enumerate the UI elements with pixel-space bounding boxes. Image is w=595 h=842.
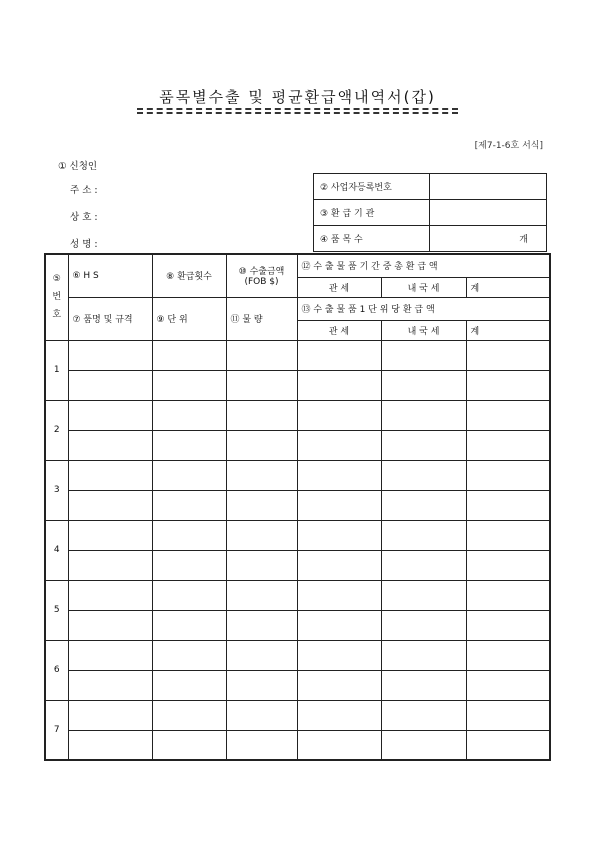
applicant-info-table <box>313 173 547 252</box>
table-row <box>45 370 550 400</box>
entry-cell[interactable] <box>381 430 466 460</box>
biz-reg-label: ② 사업자등록번호 <box>314 174 430 200</box>
entry-cell[interactable] <box>226 730 297 760</box>
entry-cell[interactable] <box>297 610 381 640</box>
table-row <box>45 340 550 370</box>
entry-cell[interactable] <box>466 700 550 730</box>
entry-cell[interactable] <box>68 520 152 550</box>
table-row <box>45 580 550 610</box>
table-row <box>45 430 550 460</box>
table-row <box>45 610 550 640</box>
entry-cell[interactable] <box>226 340 297 370</box>
row-number: 3 <box>45 460 68 520</box>
period-total-header: ⑫ 수 출 물 품 기 간 중 총 환 급 액 <box>297 254 550 277</box>
unit-customs-header: 관 세 <box>297 320 381 340</box>
entry-cell[interactable] <box>226 370 297 400</box>
entry-cell[interactable] <box>381 610 466 640</box>
entry-cell[interactable] <box>68 340 152 370</box>
table-row <box>45 700 550 730</box>
entry-cell[interactable] <box>466 460 550 490</box>
entry-cell[interactable] <box>226 610 297 640</box>
entry-cell[interactable] <box>466 430 550 460</box>
entry-cell[interactable] <box>68 610 152 640</box>
refund-org-field[interactable] <box>430 200 547 226</box>
entry-cell[interactable] <box>297 520 381 550</box>
entry-cell[interactable] <box>381 340 466 370</box>
entry-cell[interactable] <box>68 700 152 730</box>
period-total-col-header: 계 <box>466 277 550 297</box>
title-underline <box>137 108 458 114</box>
export-amount-header <box>226 254 297 297</box>
item-count-label: ④ 품 목 수 <box>314 226 430 252</box>
item-spec-header: ⑦ 품명 및 규격 <box>68 297 152 340</box>
fob-label: (FOB $) <box>244 277 279 288</box>
entry-cell[interactable] <box>226 430 297 460</box>
entry-cell[interactable] <box>466 340 550 370</box>
biz-reg-field[interactable] <box>430 174 547 200</box>
entry-cell[interactable] <box>226 490 297 520</box>
entry-cell[interactable] <box>381 400 466 430</box>
entry-cell[interactable] <box>68 490 152 520</box>
entry-cell[interactable] <box>466 370 550 400</box>
table-row <box>45 550 550 580</box>
item-count-unit: 개 <box>519 235 528 245</box>
entry-cell[interactable] <box>152 460 226 490</box>
period-customs-header: 관 세 <box>297 277 381 297</box>
entry-cell[interactable] <box>297 430 381 460</box>
table-row <box>45 520 550 550</box>
period-domestic-header: 내 국 세 <box>381 277 466 297</box>
no-header <box>45 254 68 340</box>
entry-cell[interactable] <box>466 670 550 700</box>
entry-cell[interactable] <box>68 580 152 610</box>
entry-cell[interactable] <box>226 700 297 730</box>
entry-cell[interactable] <box>381 490 466 520</box>
row-number: 6 <box>45 640 68 700</box>
entry-cell[interactable] <box>68 460 152 490</box>
entry-cell[interactable] <box>381 700 466 730</box>
item-count-field[interactable] <box>430 226 547 252</box>
entry-cell[interactable] <box>152 580 226 610</box>
per-unit-header: ⑬ 수 출 물 품 1 단 위 당 환 급 액 <box>297 297 550 320</box>
entry-cell[interactable] <box>152 730 226 760</box>
no-header-part: 호 <box>52 310 62 321</box>
page-title: 품목별수출 및 평균환급액내역서(갑) <box>159 88 436 106</box>
entry-cell[interactable] <box>152 610 226 640</box>
entry-cell[interactable] <box>466 550 550 580</box>
entry-cell[interactable] <box>152 640 226 670</box>
entry-cell[interactable] <box>466 400 550 430</box>
company-label: 상 호 : <box>70 212 98 223</box>
table-row <box>45 730 550 760</box>
entry-cell[interactable] <box>226 550 297 580</box>
applicant-heading: ① 신청인 <box>58 161 98 172</box>
refund-times-header: ⑧ 환급횟수 <box>152 254 226 297</box>
entry-cell[interactable] <box>381 580 466 610</box>
entry-cell[interactable] <box>466 580 550 610</box>
no-header-part: 번 <box>52 292 62 303</box>
address-label: 주 소 : <box>70 185 98 196</box>
row-number: 7 <box>45 700 68 760</box>
entry-cell[interactable] <box>297 400 381 430</box>
entry-cell[interactable] <box>381 640 466 670</box>
unit-header: ⑨ 단 위 <box>152 297 226 340</box>
entry-cell[interactable] <box>68 640 152 670</box>
table-row <box>45 400 550 430</box>
table-row <box>45 460 550 490</box>
refund-org-label: ③ 환 급 기 관 <box>314 200 430 226</box>
entry-cell[interactable] <box>466 610 550 640</box>
quantity-header: ⑪ 물 량 <box>226 297 297 340</box>
entry-cell[interactable] <box>297 640 381 670</box>
entry-cell[interactable] <box>68 370 152 400</box>
entry-cell[interactable] <box>68 670 152 700</box>
entry-cell[interactable] <box>381 730 466 760</box>
form-number: [제7-1-6호 서식] <box>474 141 543 151</box>
entry-cell[interactable] <box>226 460 297 490</box>
entry-cell[interactable] <box>152 430 226 460</box>
entry-cell[interactable] <box>466 640 550 670</box>
entry-cell[interactable] <box>297 670 381 700</box>
entry-cell[interactable] <box>152 370 226 400</box>
name-label: 성 명 : <box>70 239 98 250</box>
row-number: 2 <box>45 400 68 460</box>
entry-cell[interactable] <box>466 730 550 760</box>
entry-cell[interactable] <box>297 370 381 400</box>
row-number: 4 <box>45 520 68 580</box>
entry-cell[interactable] <box>152 340 226 370</box>
entry-cell[interactable] <box>297 460 381 490</box>
row-number: 5 <box>45 580 68 640</box>
entry-cell[interactable] <box>152 490 226 520</box>
refund-detail-table <box>44 253 551 761</box>
entry-cell[interactable] <box>226 400 297 430</box>
entry-cell[interactable] <box>226 580 297 610</box>
entry-cell[interactable] <box>68 730 152 760</box>
unit-domestic-header: 내 국 세 <box>381 320 466 340</box>
entry-cell[interactable] <box>297 580 381 610</box>
entry-cell[interactable] <box>152 550 226 580</box>
entry-cell[interactable] <box>68 400 152 430</box>
row-number: 1 <box>45 340 68 400</box>
entry-cell[interactable] <box>297 700 381 730</box>
entry-cell[interactable] <box>466 490 550 520</box>
table-row <box>45 640 550 670</box>
no-header-part: ⑤ <box>52 274 61 285</box>
entry-cell[interactable] <box>381 550 466 580</box>
entry-cell[interactable] <box>152 520 226 550</box>
entry-cell[interactable] <box>297 490 381 520</box>
unit-total-col-header: 계 <box>466 320 550 340</box>
entry-cell[interactable] <box>297 550 381 580</box>
entry-cell[interactable] <box>466 520 550 550</box>
table-row <box>45 490 550 520</box>
export-amount-label: ⑩ 수출금액 <box>238 267 285 278</box>
hs-header: ⑥ H S <box>68 254 152 297</box>
entry-cell[interactable] <box>381 520 466 550</box>
entry-cell[interactable] <box>152 670 226 700</box>
entry-cell[interactable] <box>297 340 381 370</box>
entry-cell[interactable] <box>297 730 381 760</box>
entry-cell[interactable] <box>381 670 466 700</box>
entry-cell[interactable] <box>381 370 466 400</box>
entry-cell[interactable] <box>226 520 297 550</box>
entry-cell[interactable] <box>226 670 297 700</box>
entry-cell[interactable] <box>68 430 152 460</box>
table-row <box>45 670 550 700</box>
entry-cell[interactable] <box>152 700 226 730</box>
entry-cell[interactable] <box>381 460 466 490</box>
entry-cell[interactable] <box>152 400 226 430</box>
entry-cell[interactable] <box>226 640 297 670</box>
entry-cell[interactable] <box>68 550 152 580</box>
